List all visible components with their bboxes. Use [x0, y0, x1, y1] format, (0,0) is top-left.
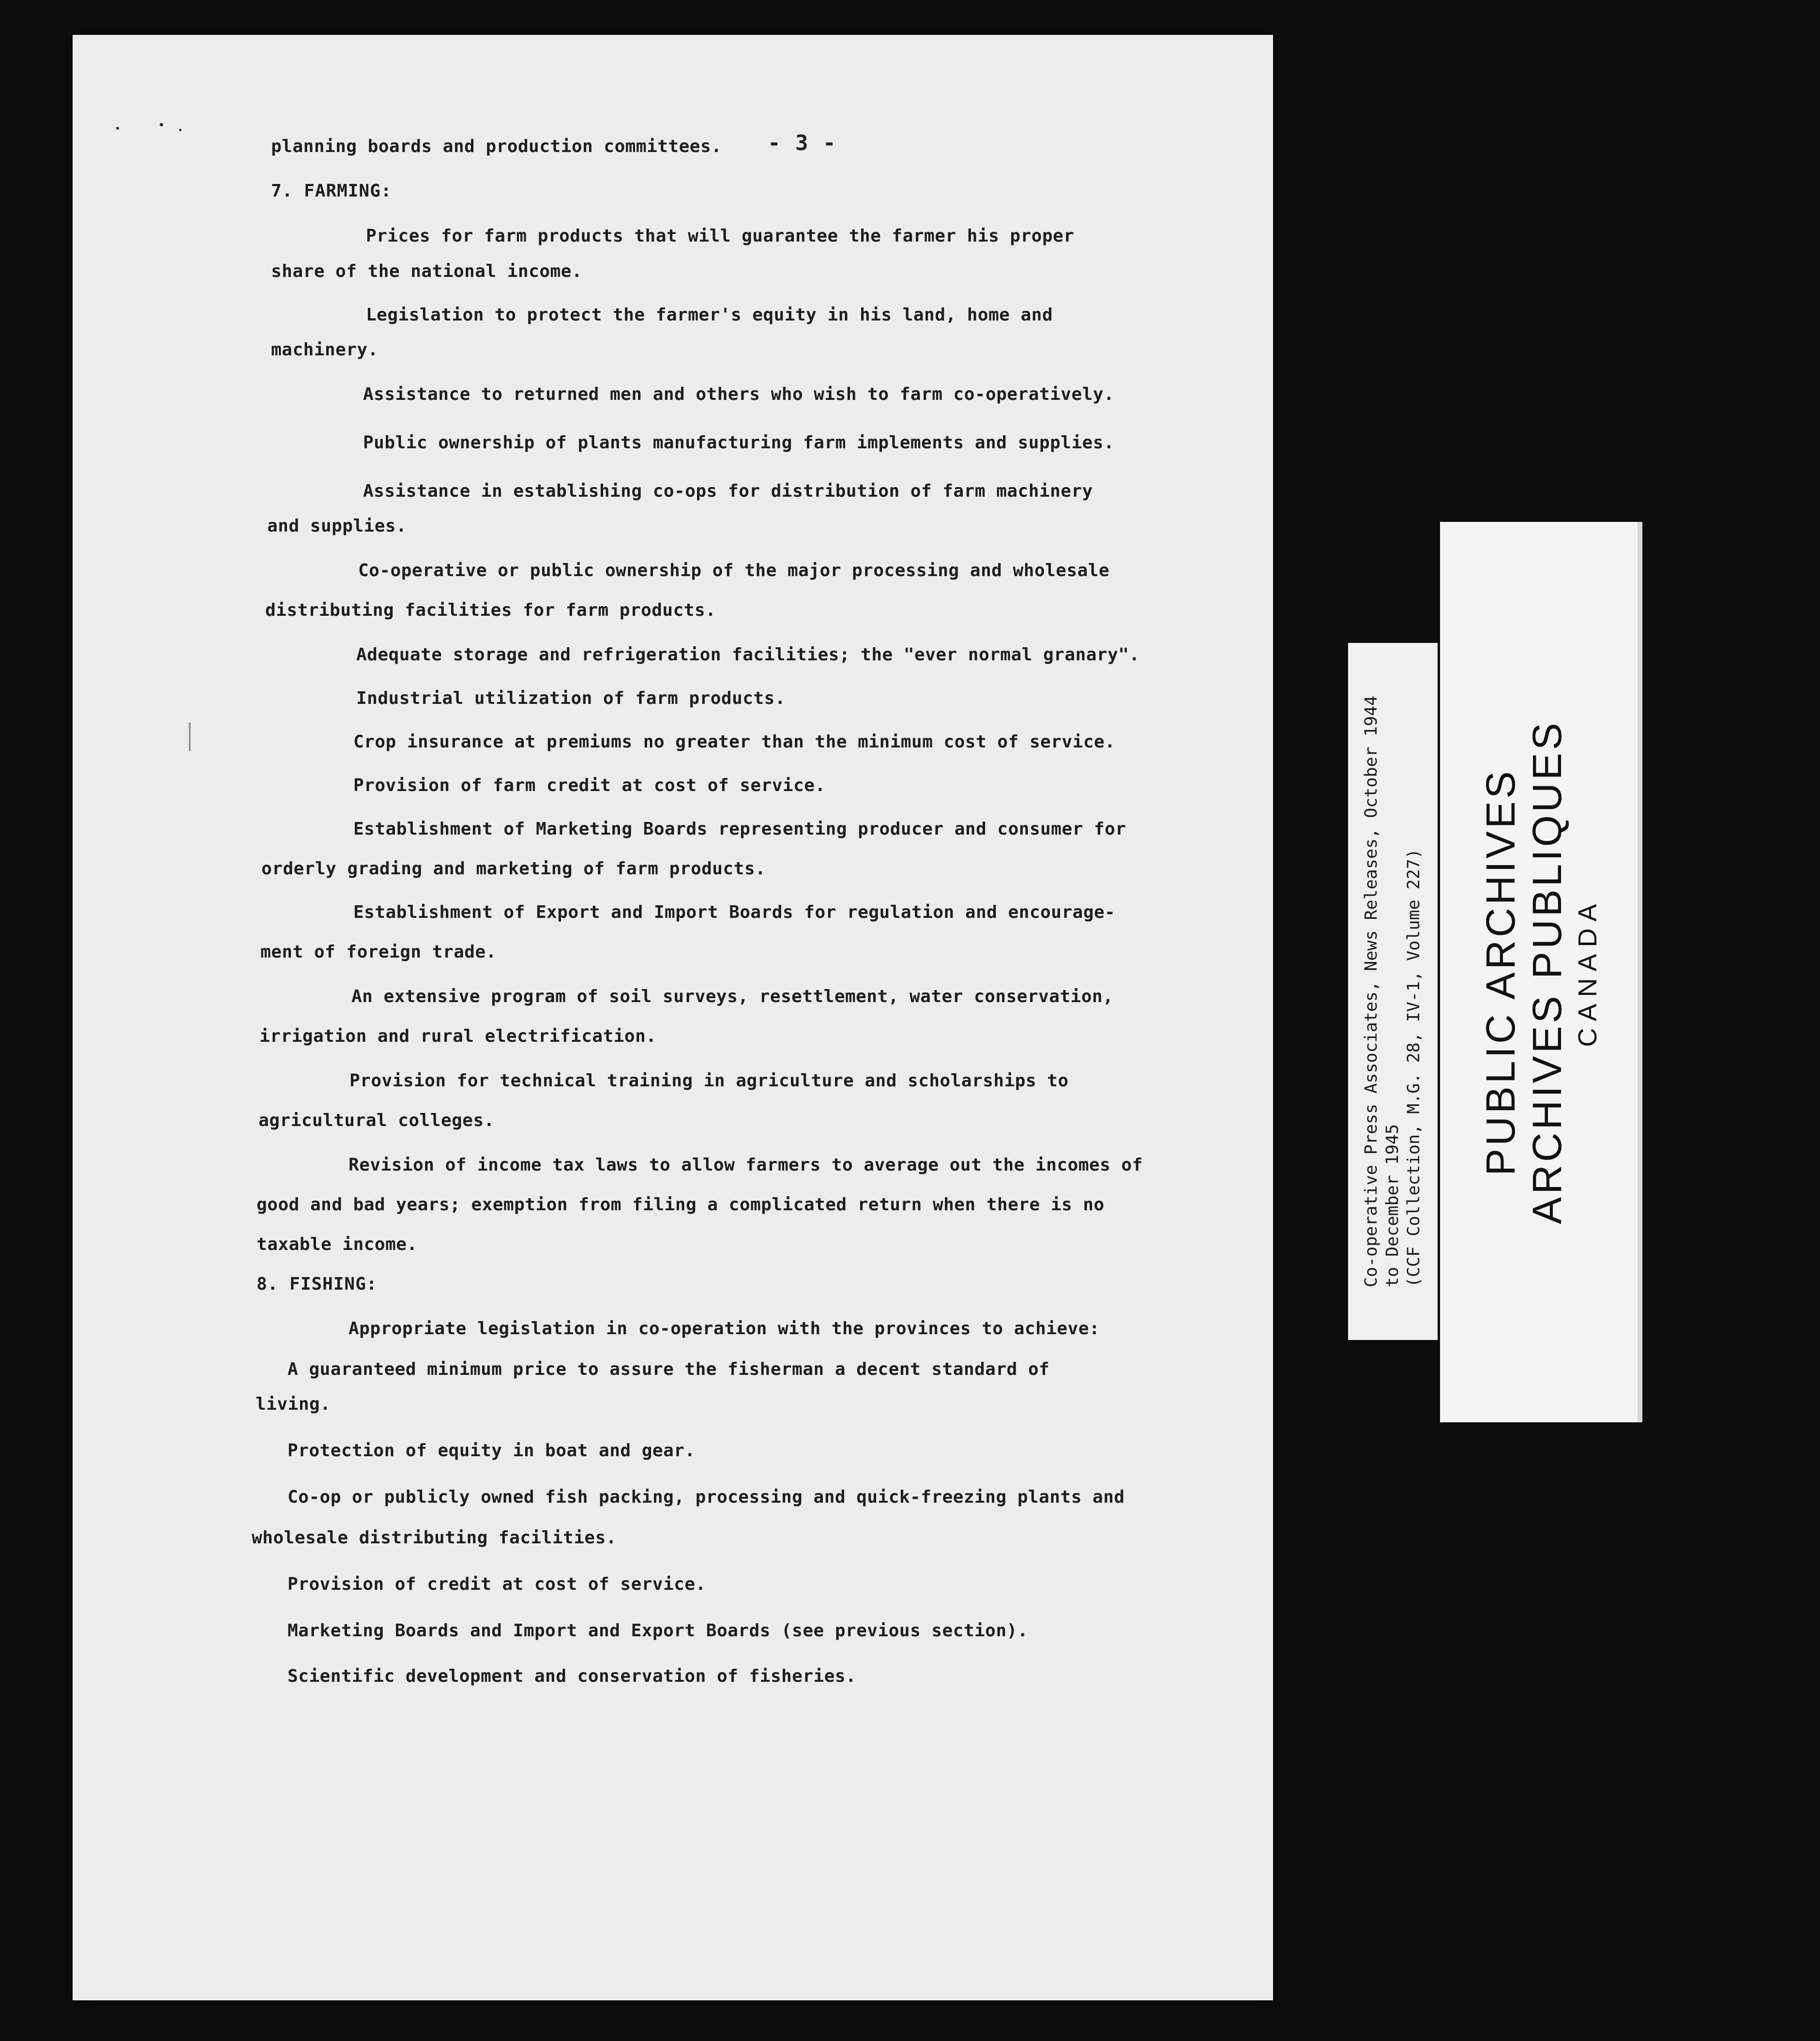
speck — [189, 722, 191, 751]
speck — [160, 123, 163, 126]
citation-line: to December 1945 — [1383, 1124, 1402, 1288]
archive-line-country: CANADA — [1573, 897, 1602, 1047]
text-line: living. — [256, 1394, 331, 1414]
text-line: ment of foreign trade. — [260, 942, 497, 962]
text-line: orderly grading and marketing of farm products. — [261, 859, 766, 879]
text-line: Provision of farm credit at cost of service. — [353, 776, 826, 795]
text-line: irrigation and rural electrification. — [259, 1026, 657, 1046]
page-number: - 3 - — [768, 131, 837, 155]
text-line: planning boards and production committees. — [271, 137, 722, 156]
text-line: Co-op or publicly owned fish packing, processing and quick-freezing plants and — [288, 1487, 1125, 1507]
citation-label — [1348, 643, 1438, 1340]
text-line: good and bad years; exemption from filing a complicated return when there is no — [257, 1195, 1105, 1215]
text-line: Assistance in establishing co-ops for distribution of farm machinery — [363, 481, 1093, 501]
archive-stamp-text — [1477, 720, 1605, 1224]
archive-line-english: PUBLIC ARCHIVES — [1478, 768, 1523, 1176]
text-line: distributing facilities for farm products. — [265, 600, 716, 620]
text-line: An extensive program of soil surveys, resettlement, water conservation, — [351, 987, 1114, 1006]
text-line: wholesale distributing facilities. — [252, 1528, 617, 1548]
text-line: Assistance to returned men and others who wish to farm co-operatively. — [363, 384, 1115, 404]
text-line: Establishment of Marketing Boards representing producer and consumer for — [353, 819, 1126, 839]
text-line: Revision of income tax laws to allow farmers to average out the incomes of — [349, 1155, 1143, 1175]
text-line: A guaranteed minimum price to assure the fisherman a decent standard of — [288, 1359, 1050, 1379]
text-line: Legislation to protect the farmer's equity in his land, home and — [366, 305, 1053, 325]
archive-line-french: ARCHIVES PUBLIQUES — [1524, 720, 1570, 1224]
citation-line: (CCF Collection, M.G. 28, IV-1, Volume 227) — [1404, 848, 1424, 1288]
speck — [179, 129, 182, 131]
text-line: and supplies. — [267, 516, 407, 536]
text-line: Marketing Boards and Import and Export Boards (see previous section). — [288, 1621, 1028, 1641]
text-line: Co-operative or public ownership of the major processing and wholesale — [358, 561, 1110, 580]
text-line: machinery. — [271, 340, 379, 360]
text-line: Provision for technical training in agriculture and scholarships to — [349, 1071, 1069, 1091]
text-line: Public ownership of plants manufacturing farm implements and supplies. — [363, 433, 1115, 453]
text-line: Protection of equity in boat and gear. — [288, 1441, 696, 1461]
text-line: Appropriate legislation in co-operation with the provinces to achieve: — [349, 1319, 1100, 1339]
card-edge — [1638, 522, 1642, 1422]
text-line: Industrial utilization of farm products. — [356, 688, 786, 708]
citation-text — [1361, 696, 1425, 1287]
text-line: Provision of credit at cost of service. — [288, 1574, 706, 1594]
text-line: Establishment of Export and Import Boards for regulation and encourage- — [353, 902, 1116, 922]
citation-line: Co-operative Press Associates, News Releases, October 1944 — [1362, 695, 1381, 1288]
text-line: Crop insurance at premiums no greater than the minimum cost of service. — [353, 732, 1116, 752]
text-line: Prices for farm products that will guarantee the farmer his proper — [366, 226, 1075, 246]
text-line: Scientific development and conservation of fisheries. — [288, 1666, 857, 1686]
document-page — [73, 35, 1273, 2000]
text-line: taxable income. — [257, 1234, 418, 1254]
archive-card — [1440, 522, 1642, 1422]
text-line: Adequate storage and refrigeration facilities; the "ever normal granary". — [356, 645, 1140, 665]
text-line: share of the national income. — [271, 261, 583, 281]
section-heading-farming: 7. FARMING: — [271, 181, 392, 201]
section-heading-fishing: 8. FISHING: — [257, 1274, 378, 1294]
speck — [116, 127, 119, 130]
text-line: agricultural colleges. — [258, 1111, 495, 1130]
